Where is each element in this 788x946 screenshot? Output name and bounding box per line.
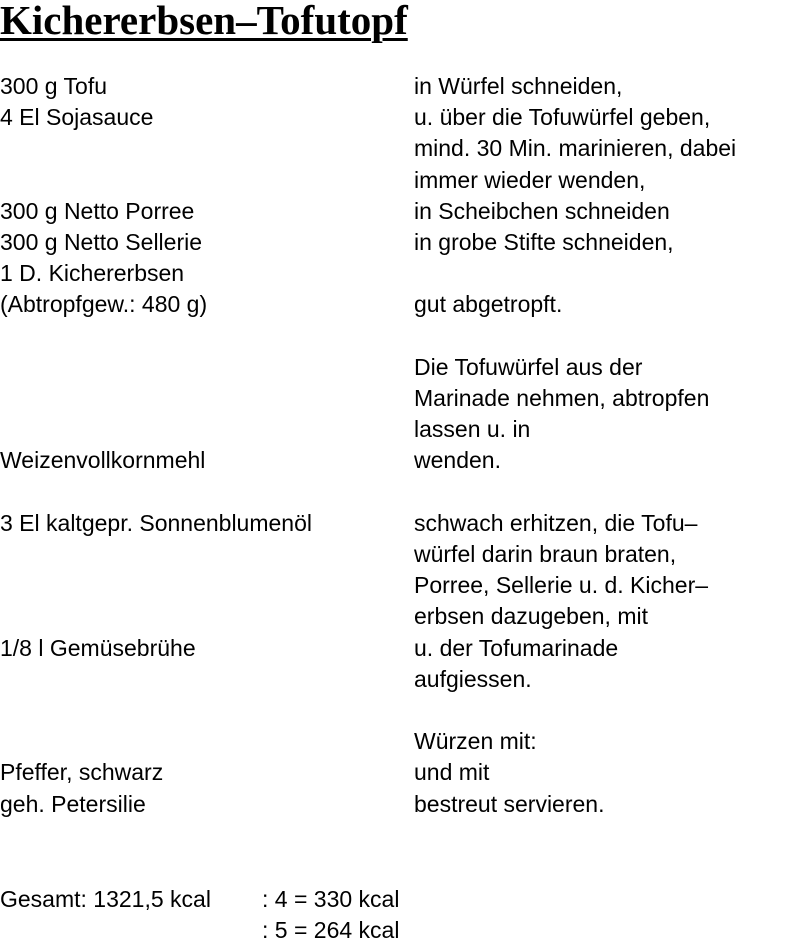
ingredient: 3 El kaltgepr. Sonnenblumenöl: [0, 510, 312, 536]
instruction: u. über die Tofuwürfel geben,: [414, 104, 711, 130]
ingredient: Pfeffer, schwarz: [0, 759, 164, 785]
instruction: Porree, Sellerie u. d. Kicher–: [414, 572, 709, 598]
ingredient: 1/8 l Gemüsebrühe: [0, 635, 196, 661]
instruction: immer wieder wenden,: [414, 167, 646, 193]
kcal-per-4: : 4 = 330 kcal: [262, 886, 400, 912]
ingredient: geh. Petersilie: [0, 791, 146, 817]
instruction: wenden.: [414, 447, 501, 473]
instruction: lassen u. in: [414, 416, 531, 442]
instruction: in Würfel schneiden,: [414, 73, 623, 99]
ingredient: 300 g Netto Sellerie: [0, 229, 203, 255]
ingredient: 300 g Netto Porree: [0, 198, 195, 224]
instruction: Marinade nehmen, abtropfen: [414, 385, 710, 411]
instruction: gut abgetropft.: [414, 291, 563, 317]
instruction: schwach erhitzen, die Tofu–: [414, 510, 698, 536]
instruction: würfel darin braun braten,: [414, 541, 677, 567]
instruction: erbsen dazugeben, mit: [414, 603, 648, 629]
kcal-per-5: : 5 = 264 kcal: [262, 917, 400, 943]
recipe-title: Kichererbsen–Tofutopf: [0, 0, 408, 43]
instruction: bestreut servieren.: [414, 791, 605, 817]
instruction: Würzen mit:: [414, 728, 537, 754]
instruction: und mit: [414, 759, 490, 785]
ingredient: (Abtropfgew.: 480 g): [0, 291, 208, 317]
instruction: mind. 30 Min. marinieren, dabei: [414, 135, 737, 161]
instruction: in Scheibchen schneiden: [414, 198, 670, 224]
ingredient: Weizenvollkornmehl: [0, 447, 206, 473]
instruction: u. der Tofumarinade: [414, 635, 619, 661]
ingredient: 4 El Sojasauce: [0, 104, 154, 130]
ingredient: 1 D. Kichererbsen: [0, 260, 185, 286]
total-kcal: Gesamt: 1321,5 kcal: [0, 886, 211, 912]
ingredient: 300 g Tofu: [0, 73, 108, 99]
instruction: in grobe Stifte schneiden,: [414, 229, 674, 255]
instruction: Die Tofuwürfel aus der: [414, 354, 643, 380]
instruction: aufgiessen.: [414, 666, 532, 692]
